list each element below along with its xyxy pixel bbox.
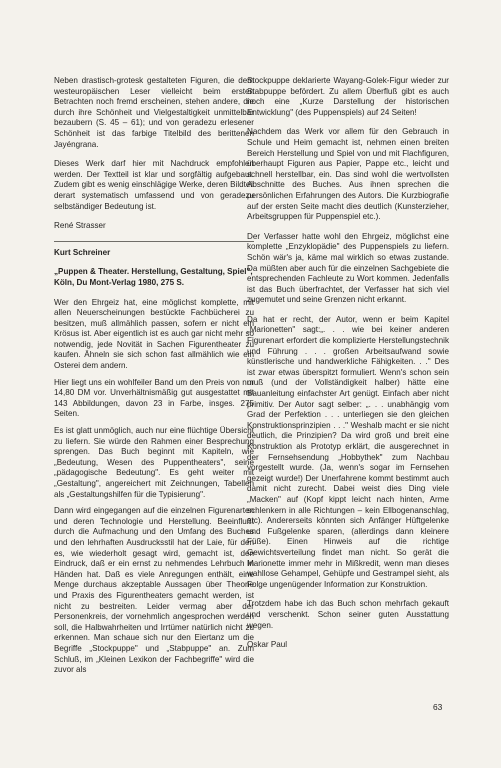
paragraph: Dieses Werk darf hier mit Nachdruck empfohlen werden. Der Textteil ist klar und sorgfältig aufgebaut. Zudem gibt es wenig einschlägige Werke, deren Bildteil derart systematisch umfassend und von geradezu selbständiger Bedeutung ist. [54, 159, 254, 211]
page-number: 63 [433, 702, 443, 712]
paragraph: Nachdem das Werk vor allem für den Gebrauch in Schule und Heim gemacht ist, nehmen einen breiten Bereich Herstellung und Spiel von und mit Flachfiguren, überhaupt Figuren aus Papier, Pappe etc., leicht und schnell herstellbar, ein. Das sind wohl die wertvollsten Abschnitte des Buches. Aus ihnen sprechen die persönlichen Erfahrungen des Autors. Die Kurzbiografie auf der ersten Seite macht dies deutlich (Kunsterzieher, Arbeitsgruppen für Puppenspiel etc.). [247, 127, 449, 222]
review-signature: René Strasser [54, 221, 106, 231]
right-column [247, 76, 449, 660]
paragraph: Da hat er recht, der Autor, wenn er beim Kapitel „Marionetten" sagt:„. . . wie bei keiner anderen Figurenart erfordert die komplizierte Herstellungstechnik und Führung . . . großen Arbeitsaufwand sowie künstlerische und handwerkliche Fähigkeiten. . ." Des ist zwar etwas überspitzt formuliert. Wenn's schon sein muß (und der Vollständigkeit halber) hätte eine Bauanleitung einfachster Art genügt. Einfach aber nicht primitiv. Der Autor sagt selber: „. . . unabhängig vom Grad der Perfektion . . . unterliegen sie den gleichen Konstruktionsprinzipien . . ." Weshalb macht er sie nicht deutlich, die Prinzipien? Da wird groß und breit eine Konstruktion als Prototyp erklärt, die ausgerechnet in der Fernsehsendung „Hobbythek" zum Nachbau vorgestellt wurde. (Ja, wenn's sogar im Fernsehen gezeigt wurde!) Der Unerfahrene kommt bestimmt auch damit nicht zurecht. Dabei weist dies Ding viele „Macken" auf (Kopf kippt leicht nach hinten, Arme schlenkern in alle Richtungen – kein Ellbogenanschlag, etc). Andererseits könnten sich Anfänger Hüftgelenke und Fußgelenke sparen, (allerdings dann kleinere Füße). Einen Hinweis auf die richtige Gewichtsverteilung findet man nicht. So gerät die Marionette immer mehr in Mißkredit, wenn man dieses wahllose Gehampel, Gehüpfe und Gestrampel sieht, als Folge ungenügender Information zur Konstruktion. [247, 314, 449, 589]
paragraph: Wer den Ehrgeiz hat, eine möglichst komplette, mit allen Neuerscheinungen bestückte Fachbücherei zu besitzen, muß allmählich passen, sofern er nicht ein Krösus ist. Aber eigentlich ist es auch gar nicht mehr so notwendig, jede Novität in Sachen Figurentheater zu kaufen. Ähneln sie sich schon fast allmählich wie ein Osterei dem andern. [54, 297, 254, 371]
paragraph: Stockpuppe deklarierte Wayang-Golek-Figur wieder zur Stabpuppe befördert. Zu allem Überfluß gibt es auch noch eine „Kurze Darstellung der historischen Entwicklung" (des Puppenspiels) auf 24 Seiten! [247, 76, 449, 117]
review-signature: Oskar Paul [247, 640, 288, 650]
paragraph: Trotzdem habe ich das Buch schon mehrfach gekauft und verschenkt. Schon seiner guten Ausstattung wegen. [247, 599, 449, 630]
paragraph: Dann wird eingegangen auf die einzelnen Figurenarten und deren Technologie und Herstellung. Beeinflußt durch die Aufmachung und den Umfang des Buches und den lehrhaften Ausdrucksstil hat der Laie, für den es, wie wiederholt gesagt wird, gemacht ist, den Eindruck, daß er ein ernst zu nehmendes Lehrbuch in Händen hat. Daß es viele Anregungen enthält, eine Menge durchaus akzeptable Aussagen über Theorie und Praxis des Figurentheaters gemacht werden, ist nicht zu bestreiten. Leider vermag aber der Personenkreis, der vornehmlich angesprochen werden soll, die Halbwahrheiten und Irrtümer natürlich nicht zu erkennen. Man schaue sich nur den Eiertanz um die Begriffe „Stockpuppe" und „Stabpuppe" an. Zum Schluß, im „Kleinen Lexikon der Fachbegriffe" wird die zuvor als [54, 506, 254, 675]
book-title: „Puppen & Theater. Herstellung, Gestaltung, Spiel", Köln, Du Mont-Verlag 1980, 275 S. [54, 267, 253, 287]
paragraph: Hier liegt uns ein wohlfeiler Band um den Preis von nur 14,80 DM vor. Unverhältnismäßig gut ausgestattet mit 143 Abbildungen, davon 23 in Farbe, insges. 275 Seiten. [54, 377, 254, 419]
paragraph: Neben drastisch-grotesk gestalteten Figuren, die dem westeuropäischen Leser vielleicht beim ersten Betrachten noch fremd erscheinen, stehen andere, die durch ihre Schönheit und Vielgestaltigkeit unmittelbar bezaubern (S. 45 – 61); und von geradezu erlesener Schönheit ist das farbige Titelbild des berittenen Jayéngrana. [54, 76, 254, 149]
paragraph: Der Verfasser hatte wohl den Ehrgeiz, möglichst eine komplette „Enzyklopädie" des Puppenspiels zu liefern. Schön wär's ja, käme mal wirklich so etwas zustande. Da müßten aber auch für die einzelnen Sachgebiete die entsprechenden Fachleute zu Wort kommen. Jedenfalls ist das Buch überfrachtet, der Verfasser hat sich viel zugemutet und seine Grenzen nicht erkannt. [247, 231, 449, 305]
paragraph: Es ist glatt unmöglich, auch nur eine flüchtige Übersicht zu liefern. Sie würde den Rahmen einer Besprechung sprengen. Das Buch beginnt mit Kapiteln, wie „Bedeutung, Wesen des Puppentheaters", seine „pädagogische Bedeutung". Es geht weiter mit „Gestaltung", angereichert mit Zeichnungen, Tabellen als „Gestaltungshilfen für die Typisierung". [54, 426, 254, 499]
reviewer-name: Kurt Schreiner [54, 247, 111, 257]
left-column [54, 76, 254, 682]
section-divider [54, 241, 254, 242]
